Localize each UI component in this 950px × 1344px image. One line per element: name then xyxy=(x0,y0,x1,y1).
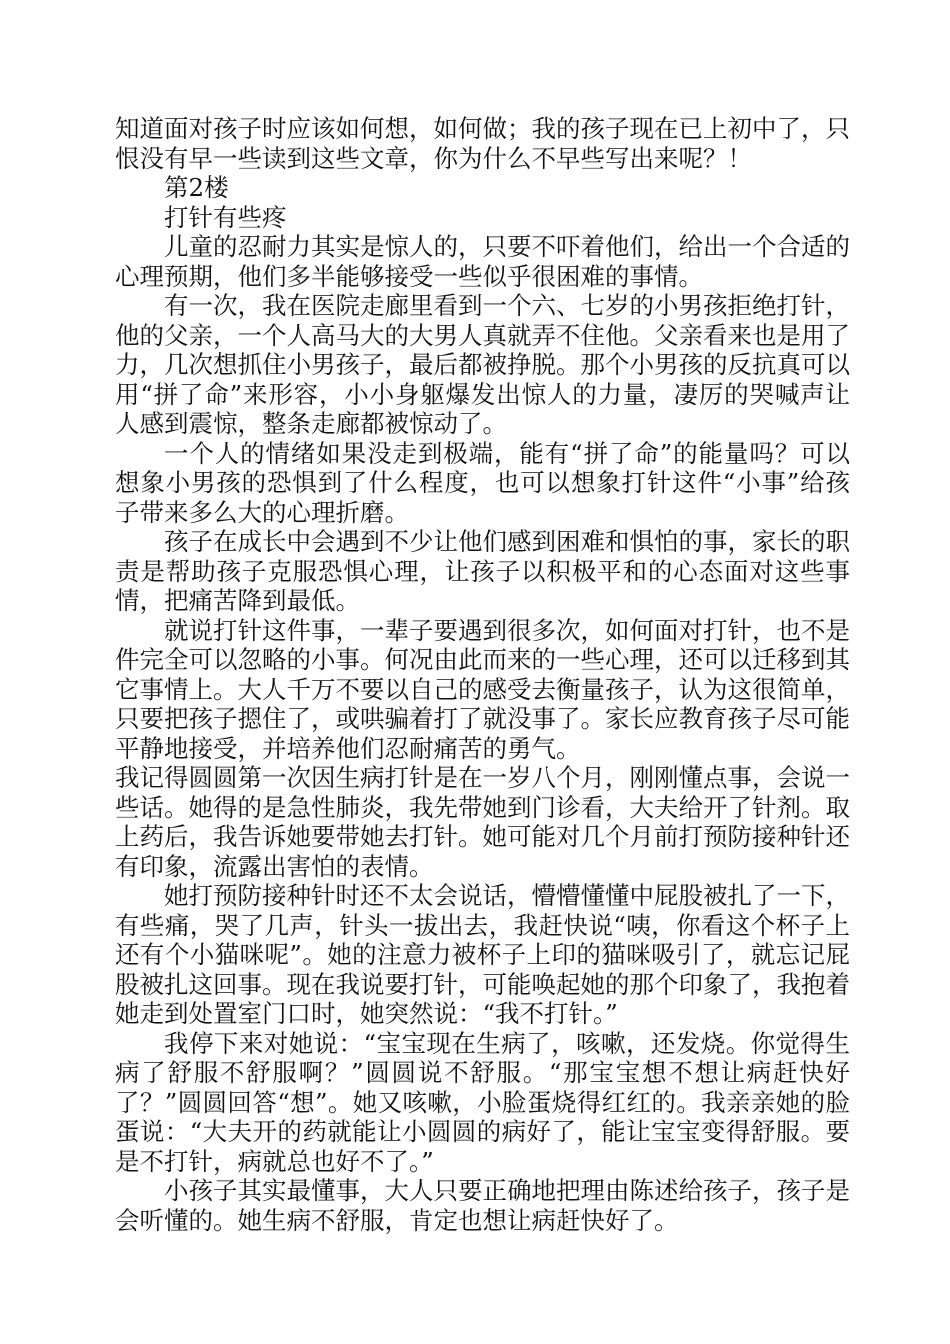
document-page xyxy=(115,114,850,1235)
section-title: 打针有些疼 xyxy=(164,202,287,232)
paragraph: 小孩子其实最懂事，大人只要正确地把理由陈述给孩子，孩子是会听懂的。她生病不舒服，肯定也想让病赶快好了。 xyxy=(115,1176,850,1235)
paragraph: 我记得圆圆第一次因生病打针是在一岁八个月，刚刚懂点事，会说一些话。她得的是急性肺炎，我先带她到门诊看，大夫给开了针剂。取上药后，我告诉她要带她去打针。她可能对几个月前打预防接种针还有印象，流露出害怕的表情。 xyxy=(115,763,850,881)
paragraph: 就说打针这件事，一辈子要遇到很多次，如何面对打针，也不是件完全可以忽略的小事。何况由此而来的一些心理，还可以迁移到其它事情上。大人千万不要以自己的感受去衡量孩子，认为这很简单，只要把孩子摁住了，或哄骗着打了就没事了。家长应教育孩子尽可能平静地接受，并培养他们忍耐痛苦的勇气。 xyxy=(115,615,850,763)
floor-label: 第2楼 xyxy=(164,173,229,202)
paragraph: 我停下来对她说：“宝宝现在生病了，咳嗽，还发烧。你觉得生病了舒服不舒服啊？”圆圆说不舒服。“那宝宝想不想让病赶快好了？”圆圆回答“想”。她又咳嗽，小脸蛋烧得红红的。我亲亲她的脸蛋说：“大夫开的药就能让小圆圆的病好了，能让宝宝变得舒服。要是不打针，病就总也好不了。” xyxy=(115,1028,850,1176)
paragraph: 孩子在成长中会遇到不少让他们感到困难和惧怕的事，家长的职责是帮助孩子克服恐惧心理，让孩子以积极平和的心态面对这些事情，把痛苦降到最低。 xyxy=(115,527,850,615)
paragraph: 儿童的忍耐力其实是惊人的，只要不吓着他们，给出一个合适的心理预期，他们多半能够接受一些似乎很困难的事情。 xyxy=(115,232,850,291)
paragraph: 有一次，我在医院走廊里看到一个六、七岁的小男孩拒绝打针，他的父亲，一个人高马大的大男人真就弄不住他。父亲看来也是用了力，几次想抓住小男孩子，最后都被挣脱。那个小男孩的反抗真可以用“拼了命”来形容，小小身躯爆发出惊人的力量，凄厉的哭喊声让人感到震惊，整条走廊都被惊动了。 xyxy=(115,291,850,438)
paragraph: 她打预防接种针时还不太会说话，懵懵懂懂中屁股被扎了一下，有些痛，哭了几声，针头一拔出去，我赶快说“咦，你看这个杯子上还有个小猫咪呢”。她的注意力被杯子上印的猫咪吸引了，就忘记屁股被扎这回事。现在我说要打针，可能唤起她的那个印象了，我抱着她走到处置室门口时，她突然说：“我不打针。” xyxy=(115,881,850,1028)
paragraph: 知道面对孩子时应该如何想，如何做；我的孩子现在已上初中了，只恨没有早一些读到这些文章，你为什么不早些写出来呢？！ xyxy=(115,114,850,173)
paragraph: 一个人的情绪如果没走到极端，能有“拼了命”的能量吗？可以想象小男孩的恐惧到了什么程度，也可以想象打针这件“小事”给孩子带来多么大的心理折磨。 xyxy=(115,438,850,527)
